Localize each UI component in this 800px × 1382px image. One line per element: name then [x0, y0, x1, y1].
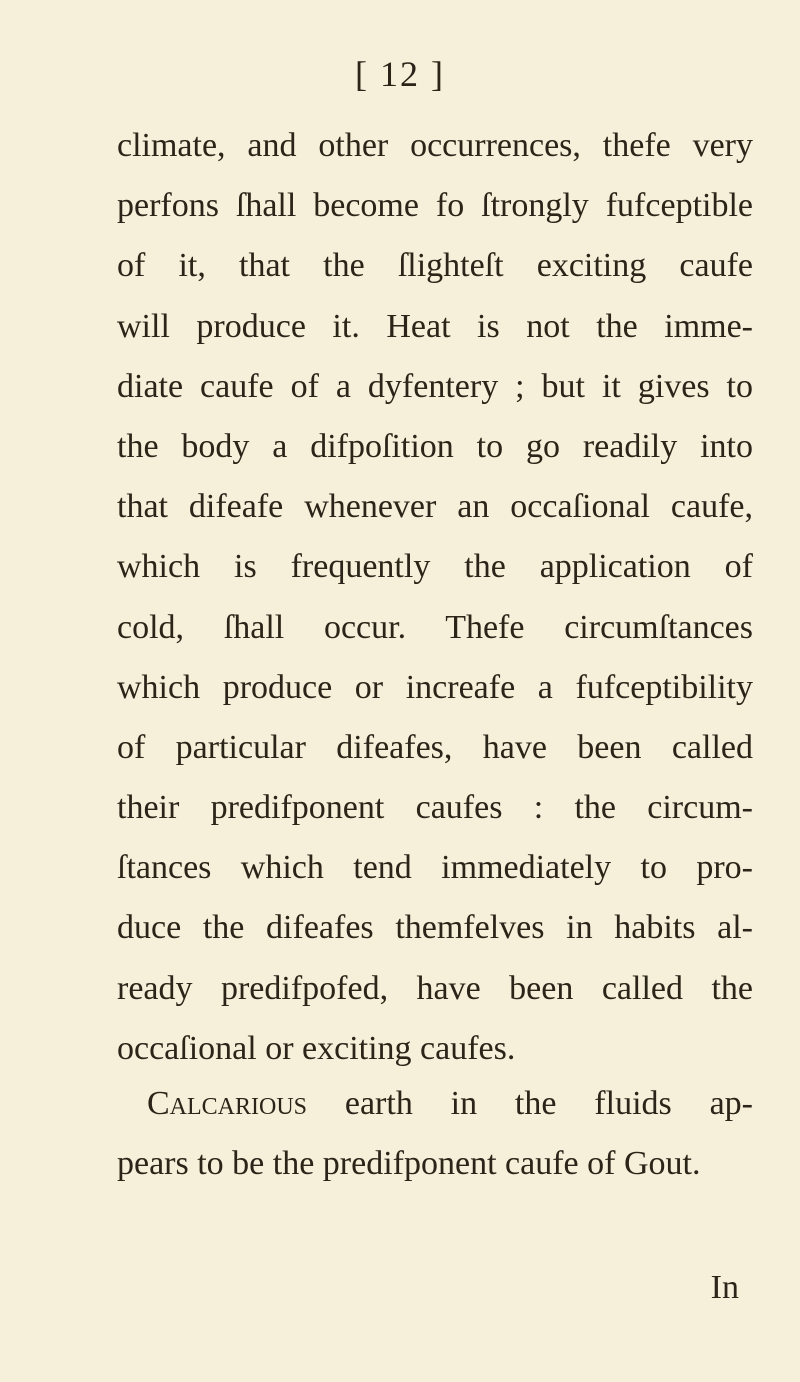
text-line: the body a difpoſition to go readily into: [117, 427, 753, 465]
text-line: which produce or increafe a fufceptibility: [117, 668, 753, 706]
text-line: diate caufe of a dyfentery ; but it gives to: [117, 367, 753, 405]
text-line: ready predifpofed, have been called the: [117, 969, 753, 1007]
catchword: In: [710, 1269, 739, 1306]
line-rest: earth in the fluids ap-: [307, 1085, 753, 1122]
text-line: ſtances which tend immediately to pro-: [117, 849, 753, 887]
text-line: of particular difeafes, have been called: [117, 728, 753, 766]
text-line: will produce it. Heat is not the imme-: [117, 307, 753, 345]
text-line: duce the difeafes themfelves in habits al-: [117, 909, 753, 947]
text-line: perfons ſhall become fo ſtrongly fufceptible: [117, 187, 753, 225]
text-line: of it, that the ſlighteſt exciting caufe: [117, 247, 753, 285]
text-line: cold, ſhall occur. Thefe circumſtances: [117, 608, 753, 646]
text-line: that difeafe whenever an occaſional caufe,: [117, 488, 753, 526]
text-line: [117, 1080, 753, 1140]
text-line: climate, and other occurrences, thefe very: [117, 127, 753, 164]
page-number: [ 12 ]: [355, 54, 445, 94]
text-line: occaſional or exciting caufes.: [117, 1029, 516, 1067]
paragraph-1: [117, 122, 753, 1085]
paragraph-2: [117, 1080, 753, 1200]
text-line: pears to be the predifponent caufe of Gout.: [117, 1145, 701, 1183]
lead-word: Calcarious: [147, 1085, 308, 1122]
text-line: their predifponent caufes : the circum-: [117, 789, 753, 827]
text-line: which is frequently the application of: [117, 548, 753, 586]
